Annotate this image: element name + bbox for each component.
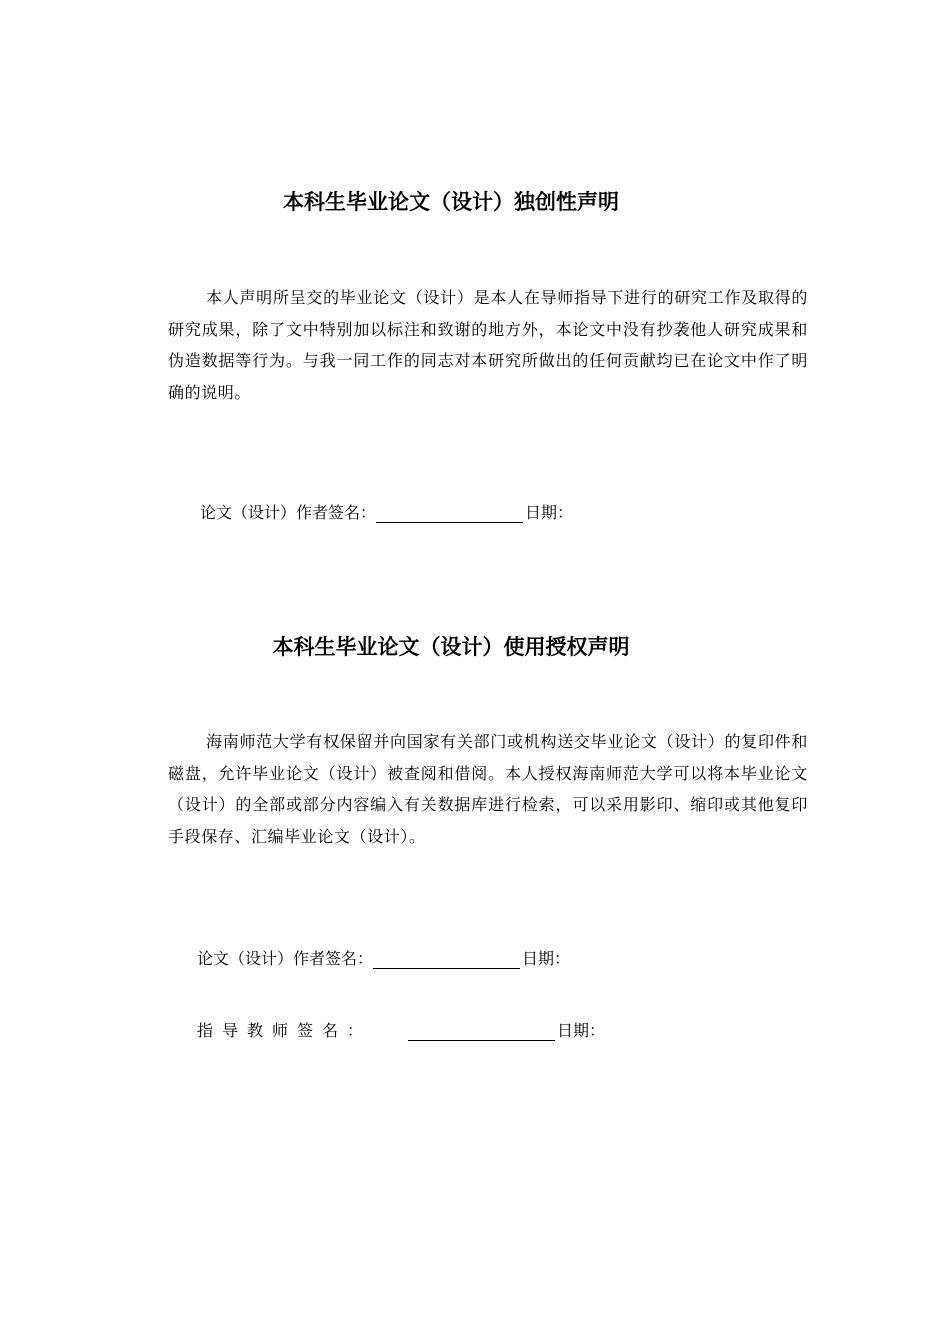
originality-title: 本科生毕业论文（设计）独创性声明	[283, 190, 619, 214]
date-label: 日期：	[557, 1021, 606, 1040]
author-signature-label: 论文（设计）作者签名：	[197, 949, 374, 968]
authorization-advisor-signature-row	[197, 1018, 605, 1041]
originality-statement: 本人声明所呈交的毕业论文（设计）是本人在导师指导下进行的研究工作及取得的研究成果，除了文中特别加以标注和致谢的地方外，本论文中没有抄袭他人研究成果和伪造数据等行为。与我一同工作的同志对本研究所做出的任何贡献均已在论文中作了明确的说明。	[168, 288, 808, 402]
author-signature-line	[373, 948, 520, 969]
author-signature-label: 论文（设计）作者签名：	[200, 503, 377, 522]
originality-signature-row	[200, 500, 573, 523]
date-label: 日期：	[522, 949, 571, 968]
date-label: 日期：	[525, 503, 574, 522]
advisor-signature-label: 指导教师签名：	[197, 1021, 373, 1040]
author-signature-line	[376, 502, 523, 523]
advisor-signature-line	[408, 1020, 555, 1041]
authorization-title: 本科生毕业论文（设计）使用授权声明	[272, 635, 630, 659]
authorization-author-signature-row	[197, 946, 570, 969]
authorization-statement: 海南师范大学有权保留并向国家有关部门或机构送交毕业论文（设计）的复印件和磁盘，允许毕业论文（设计）被查阅和借阅。本人授权海南师范大学可以将本毕业论文（设计）的全部或部分内容编入有关数据库进行检索，可以采用影印、缩印或其他复印手段保存、汇编毕业论文（设计）。	[168, 732, 808, 846]
